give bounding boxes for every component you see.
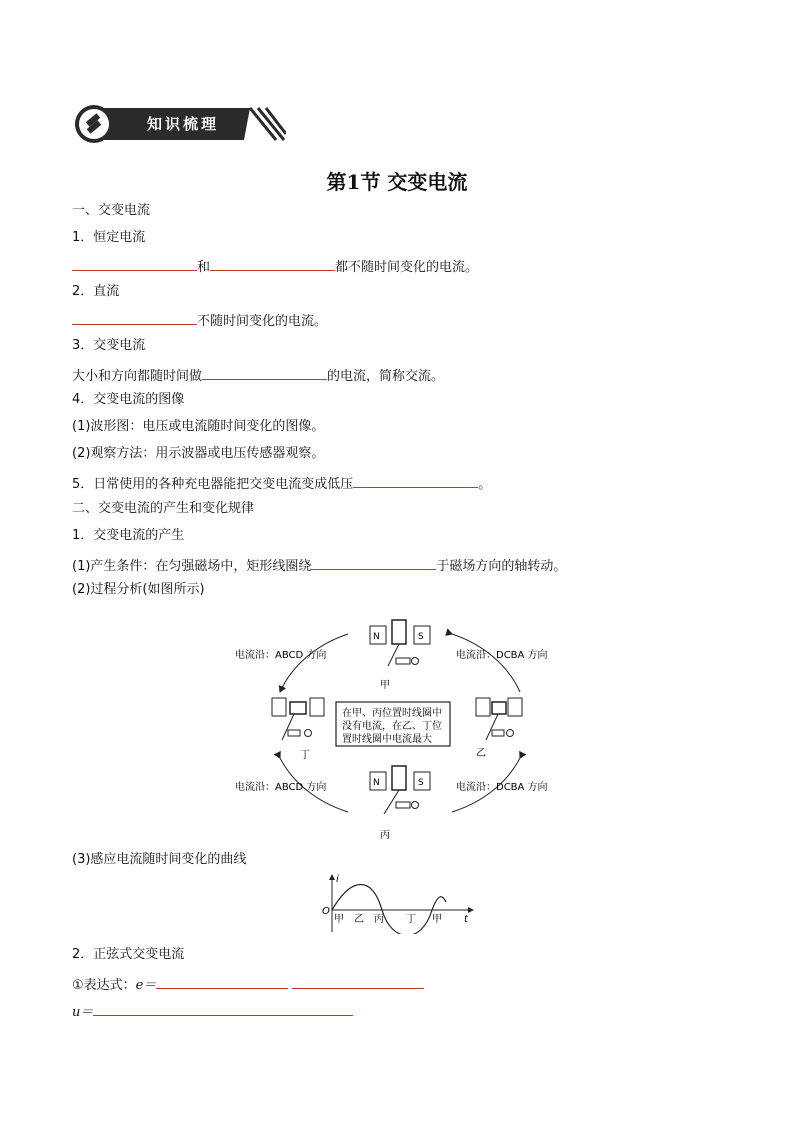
- direction-label: 电流沿：DCBA 方向: [456, 650, 548, 661]
- paragraph: (3)感应电流随时间变化的曲线: [72, 852, 247, 867]
- cycle-arrow: [280, 634, 348, 692]
- y-label: i: [336, 874, 339, 885]
- subheading: 1．恒定电流: [72, 230, 146, 245]
- answer-blank[interactable]: [202, 365, 327, 380]
- position-label: 甲: [380, 680, 390, 691]
- paragraph: u＝: [72, 1001, 353, 1022]
- center-note: 置时线圈中电流最大: [342, 734, 432, 745]
- subheading: 2．正弦式交变电流: [72, 947, 185, 962]
- origin-label: O: [322, 906, 330, 917]
- generator-right: [476, 698, 522, 740]
- generator-left: [272, 698, 324, 740]
- list-item: (2)观察方法：用示波器或电压传感器观察。: [72, 446, 325, 461]
- svg-text:N: N: [373, 632, 380, 642]
- svg-text:S: S: [418, 632, 424, 642]
- tick-label: 甲: [334, 914, 344, 925]
- list-item: (1)波形图：电压或电流随时间变化的图像。: [72, 419, 325, 434]
- direction-label: 电流沿：DCBA 方向: [456, 782, 548, 793]
- answer-blank[interactable]: [156, 974, 288, 989]
- subheading: 1．交变电流的产生: [72, 528, 185, 543]
- direction-label: 电流沿：ABCD 方向: [235, 782, 327, 793]
- generator-process-diagram: [230, 606, 570, 846]
- center-note: 在甲、丙位置时线圈中: [342, 708, 442, 719]
- answer-blank[interactable]: [72, 310, 197, 325]
- subheading: 4．交变电流的图像: [72, 392, 185, 407]
- svg-text:N: N: [373, 778, 380, 788]
- cycle-arrow: [452, 634, 520, 692]
- paragraph: 5．日常使用的各种充电器能把交变电流变成低压 。: [72, 473, 491, 494]
- paragraph: (1)产生条件：在匀强磁场中，矩形线圈绕 于磁场方向的轴转动。: [72, 555, 566, 576]
- tick-label: 丁: [406, 914, 416, 925]
- answer-blank[interactable]: [292, 974, 424, 989]
- paragraph: 不随时间变化的电流。: [72, 310, 327, 331]
- answer-blank[interactable]: [210, 256, 335, 271]
- answer-blank[interactable]: [311, 555, 436, 570]
- paragraph: ①表达式：e＝: [72, 974, 424, 995]
- position-label: 丁: [300, 750, 310, 761]
- sine-curve: [332, 885, 446, 935]
- page-title: 第1节 交变电流: [326, 170, 468, 194]
- tick-label: 丙: [374, 914, 384, 925]
- section-heading-1: 一、交变电流: [72, 203, 151, 218]
- current-time-curve: [318, 872, 478, 934]
- answer-blank[interactable]: [353, 473, 478, 488]
- svg-text:S: S: [418, 778, 424, 788]
- x-label: t: [464, 914, 468, 925]
- position-label: 乙: [476, 748, 486, 759]
- banner-label: 知识梳理: [147, 115, 220, 133]
- generator-bottom: [370, 766, 430, 814]
- paragraph: 和 都不随时间变化的电流。: [72, 256, 478, 277]
- generator-top: [370, 620, 430, 666]
- paragraph: (2)过程分析(如图所示): [72, 582, 205, 597]
- direction-label: 电流沿：ABCD 方向: [235, 650, 327, 661]
- center-note: 没有电流，在乙、丁位: [342, 721, 442, 732]
- answer-blank[interactable]: [72, 256, 197, 271]
- tick-label: 乙: [354, 914, 364, 925]
- tick-label: 甲: [432, 914, 442, 925]
- subheading: 2．直流: [72, 284, 120, 299]
- subheading: 3．交变电流: [72, 338, 146, 353]
- section-heading-2: 二、交变电流的产生和变化规律: [72, 501, 255, 516]
- position-label: 丙: [380, 830, 390, 841]
- answer-blank[interactable]: [93, 1001, 353, 1016]
- paragraph: 大小和方向都随时间做 的电流，简称交流。: [72, 365, 444, 386]
